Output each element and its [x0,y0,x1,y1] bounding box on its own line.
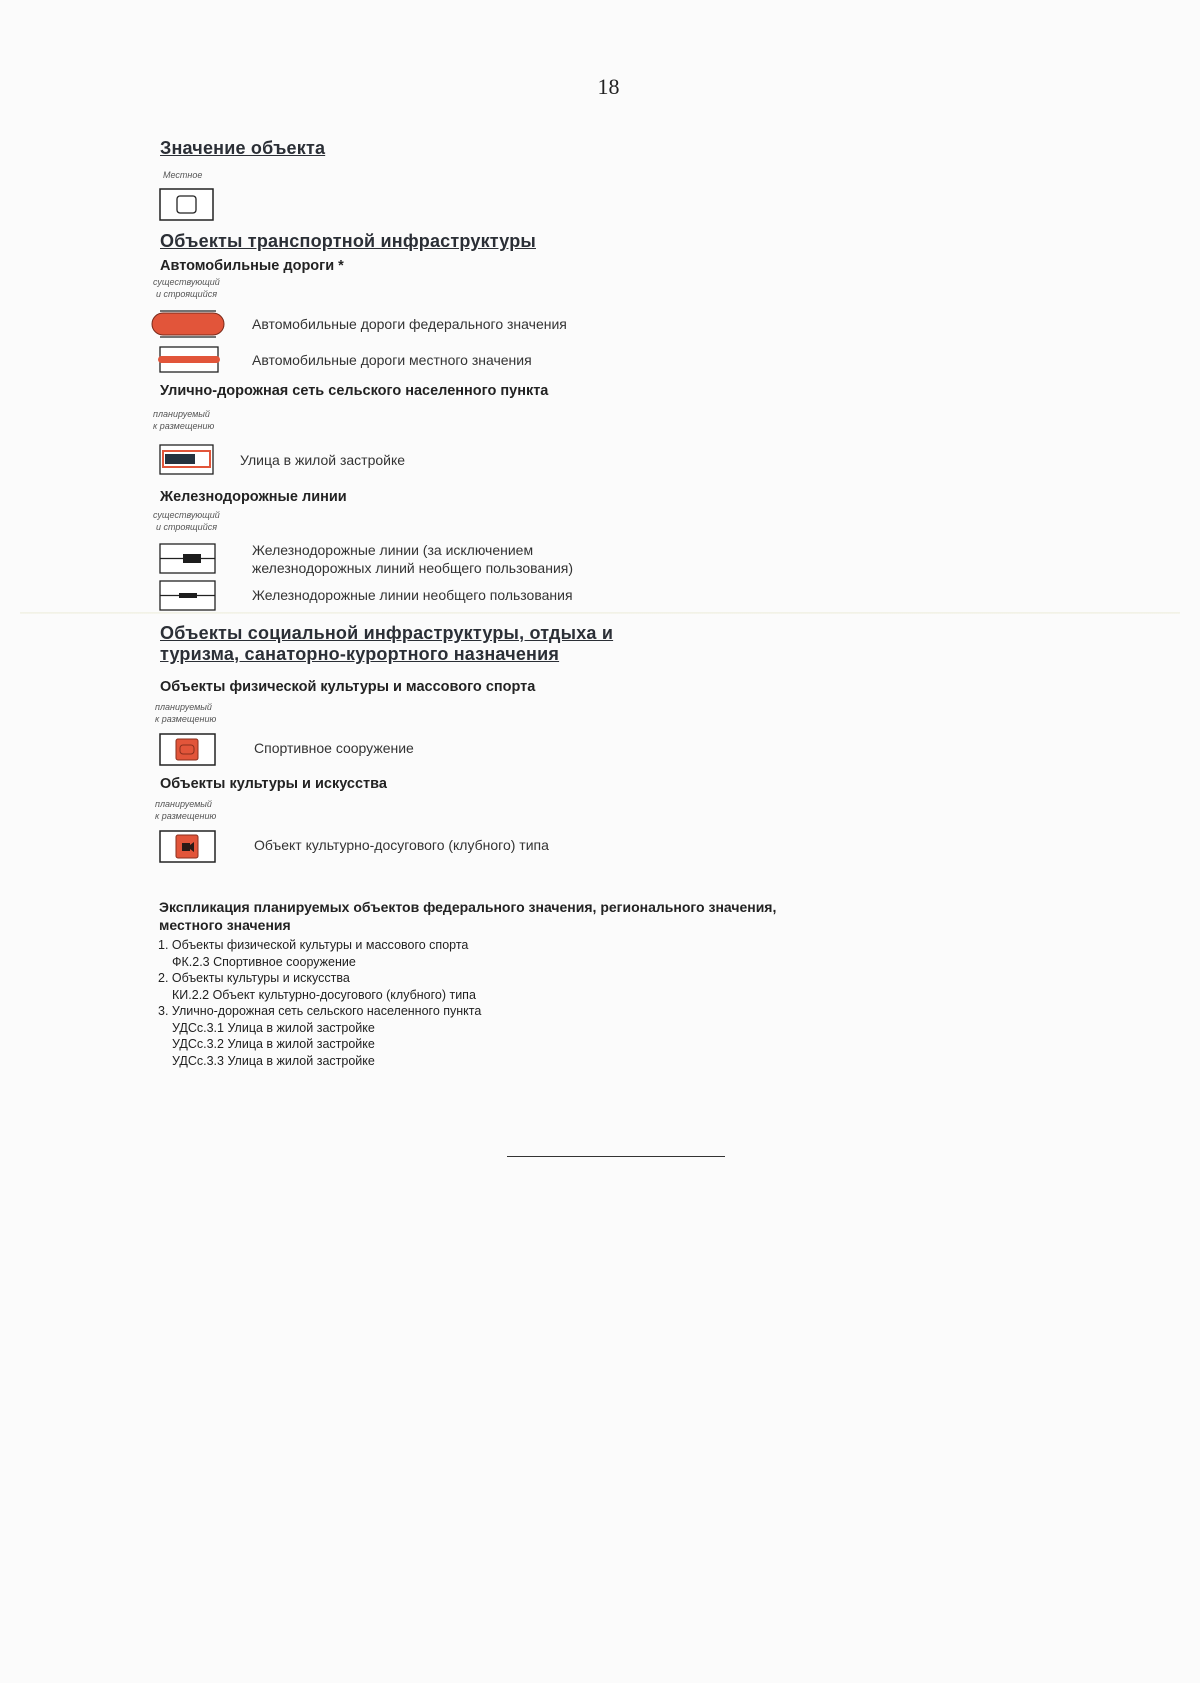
railway-nonpublic-label-1: Железнодорожные линии (за исключением [252,542,534,558]
railways-status-line2: и строящийся [156,522,218,532]
explication-item: 3. Улично-дорожная сеть сельского населенного пункта [158,1004,482,1018]
culture-facility-symbol [159,830,217,864]
section-title-social-1: Объекты социальной инфраструктуры, отдыха и [160,623,614,643]
street-symbol [159,444,215,476]
end-rule [507,1156,725,1157]
explication-item: УДСс.3.3 Улица в жилой застройке [172,1053,375,1068]
roads-title: Автомобильные дороги * [160,258,344,274]
section-title-social-2: туризма, санаторно-курортного назначения [160,644,560,664]
railway-public-symbol [159,580,217,612]
culture-status-line1: планируемый [155,799,212,809]
explication-item: 1. Объекты физической культуры и массового спорта [158,938,469,952]
local-road-label: Автомобильные дороги местного значения [252,352,532,368]
railways-title: Железнодорожные линии [160,489,347,505]
explication-title-1: Экспликация планируемых объектов федерального значения, регионального значения, [159,899,777,915]
federal-road-label: Автомобильные дороги федерального значения [252,316,567,332]
explication-list [158,937,481,1069]
railway-nonpublic-label-2: железнодорожных линий необщего пользования) [252,560,574,576]
page-number: 18 [597,74,620,99]
local-significance-symbol [159,188,215,222]
sport-status-line1: планируемый [155,702,212,712]
street-label: Улица в жилой застройке [240,452,406,468]
culture-facility-label: Объект культурно-досугового (клубного) типа [254,837,549,853]
explication-item: УДСс.3.2 Улица в жилой застройке [172,1037,375,1051]
explication-item: ФК.2.3 Спортивное сооружение [172,954,356,969]
roads-status-line1: существующий [153,277,220,287]
roads-status-line2: и строящийся [156,289,218,299]
culture-status-line2: к размещению [155,811,217,821]
railway-nonpublic-symbol [159,543,217,575]
federal-road-symbol [150,308,226,340]
explication-item: КИ.2.2 Объект культурно-досугового (клубного) типа [172,987,476,1002]
local-label: Местное [163,170,203,180]
sport-facility-symbol [159,733,217,767]
railway-public-label: Железнодорожные линии необщего пользования [252,587,573,603]
section-title-transport: Объекты транспортной инфраструктуры [160,231,536,251]
local-road-symbol [158,345,222,375]
street-status-line1: планируемый [153,409,210,419]
scan-fold-line [20,612,1180,614]
culture-title: Объекты культуры и искусства [160,776,387,792]
street-network-title: Улично-дорожная сеть сельского населенного пункта [160,383,549,399]
street-status-line2: к размещению [153,421,215,431]
section-title-significance: Значение объекта [160,138,326,158]
explication-item: УДСс.3.1 Улица в жилой застройке [172,1020,375,1035]
sport-status-line2: к размещению [155,714,217,724]
railways-status-line1: существующий [153,510,220,520]
sport-facility-label: Спортивное сооружение [254,740,414,756]
sport-title: Объекты физической культуры и массового спорта [160,679,536,695]
explication-title-2: местного значения [159,917,291,933]
explication-item: 2. Объекты культуры и искусства [158,971,350,985]
